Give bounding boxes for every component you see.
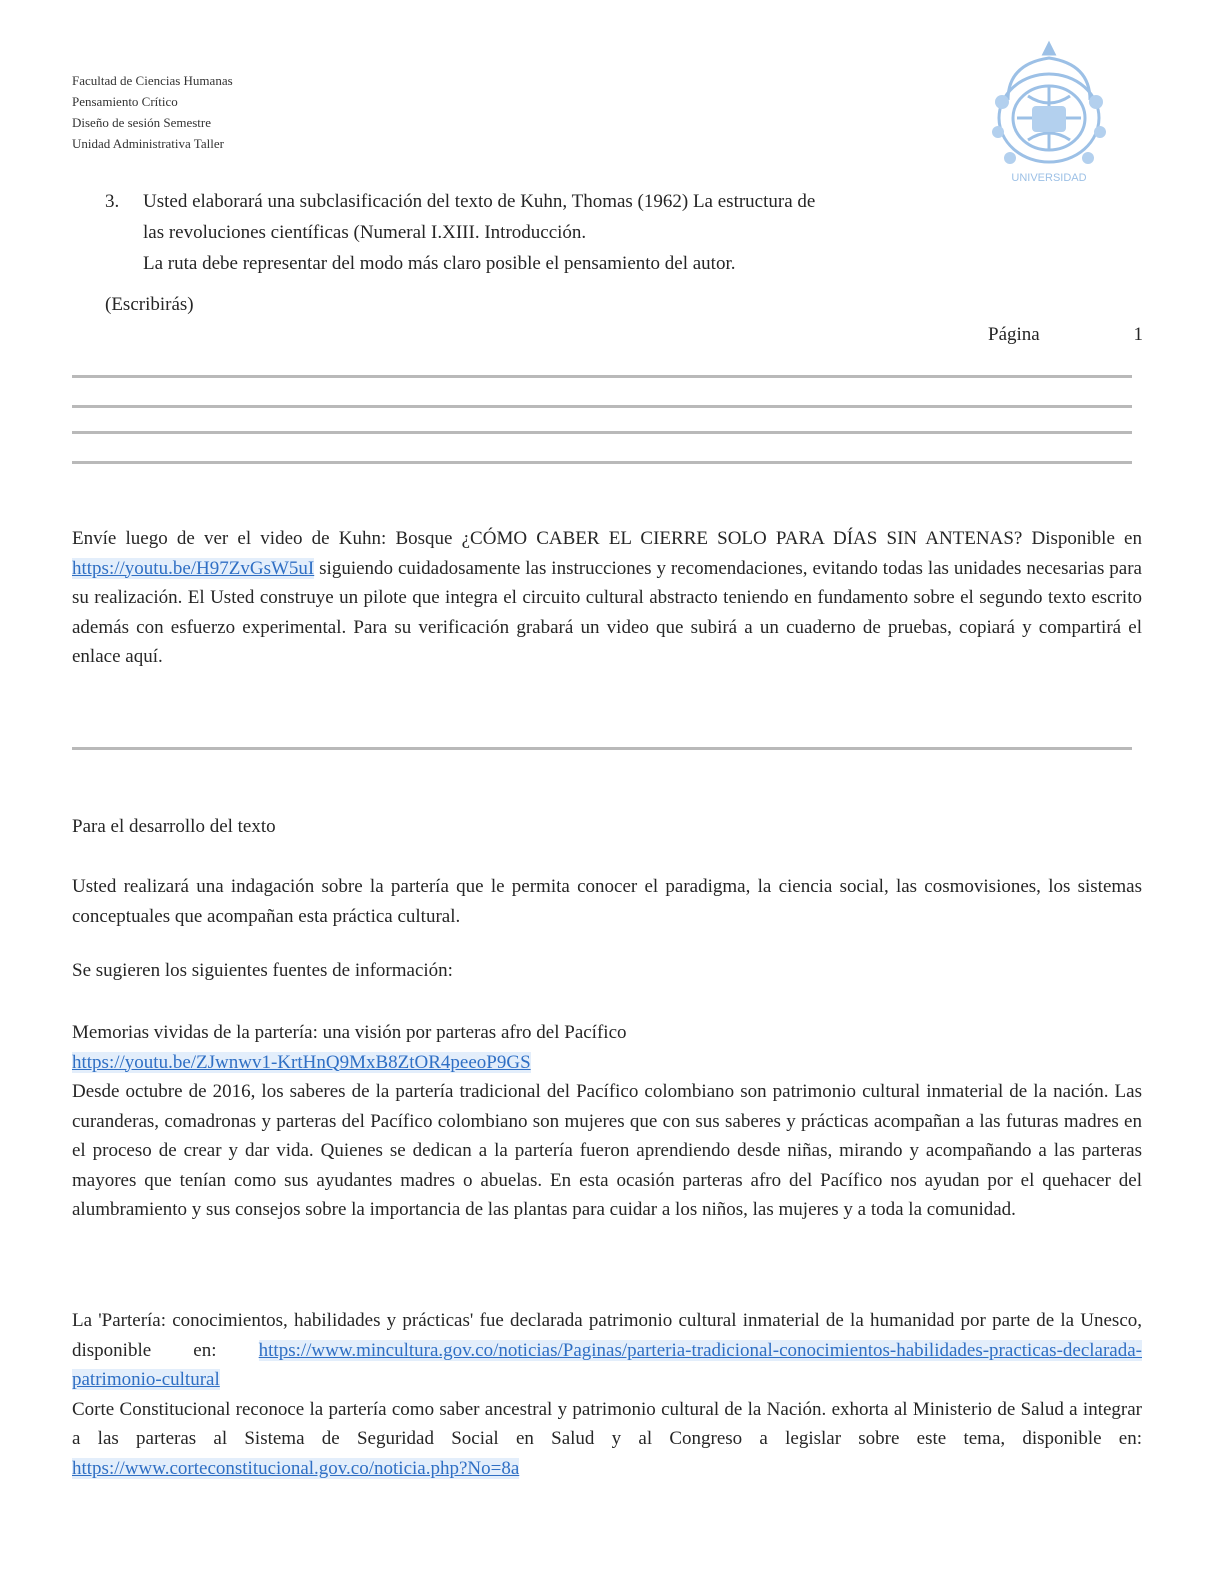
- page-label: Página: [988, 324, 1040, 345]
- source-block: [72, 1306, 1142, 1483]
- university-seal-icon: [988, 40, 1110, 186]
- question-line: las revoluciones científicas (Numeral I.XIII. Introducción.: [143, 222, 587, 243]
- unesco-link[interactable]: https://www.mincultura.gov.co/noticias/Paginas/parteria-tradicional-conocimientos-habilidades-practicas-declarada-patrimonio-cultural: [72, 1339, 1142, 1390]
- section-title: Para el desarrollo del texto: [72, 816, 276, 837]
- answer-line[interactable]: [72, 747, 1132, 750]
- graded-label: (Escribirás): [105, 294, 194, 315]
- court-link[interactable]: https://www.corteconstitucional.gov.co/noticia.php?No=8a: [72, 1457, 520, 1479]
- header-line: Unidad Administrativa Taller: [72, 136, 224, 151]
- answer-line[interactable]: [72, 405, 1132, 408]
- source-title: Memorias vividas de la partería: una visión por parteras afro del Pacífico: [72, 1022, 627, 1043]
- source-block: [72, 1018, 1142, 1225]
- instructions-text: siguiendo cuidadosamente las instrucciones y recomendaciones, evitando todas las unidades necesarias para su realización. El Usted construye un pilote que integra el circuito cultural abstracto teniendo en fundamento sobre el segundo texto escrito además con esfuerzo experimental. Para su verificación grabará un video que subirá a un cuaderno de pruebas, copiará y compartirá el enlace aquí.: [72, 557, 1142, 667]
- question-number: 3.: [105, 191, 120, 212]
- source-link[interactable]: https://youtu.be/ZJwnwv1-KrtHnQ9MxB8ZtOR4peeoP9GS: [72, 1051, 531, 1073]
- document-header: [72, 70, 492, 154]
- page-value: 1: [1133, 324, 1143, 345]
- seal-caption: UNIVERSIDAD: [1011, 172, 1087, 184]
- header-line: Diseño de sesión Semestre: [72, 115, 212, 130]
- answer-line[interactable]: [72, 375, 1132, 378]
- question-item: [105, 186, 965, 279]
- answer-line[interactable]: [72, 431, 1132, 434]
- source-text: Corte Constitucional reconoce la partería como saber ancestral y patrimonio cultural de la Nación. exhorta al Ministerio de Salud a integrar a las parteras al Sistema de Seguridad Social en Salud y al Congreso a legislar sobre este tema, disponible en:: [72, 1398, 1142, 1449]
- intro-paragraph: Usted realizará una indagación sobre la partería que le permita conocer el paradigma, la ciencia social, las cosmovisiones, los sistemas conceptuales que acompañan esta práctica cultural.: [72, 876, 1142, 927]
- sources-intro: Se sugieren los siguientes fuentes de información:: [72, 960, 453, 981]
- source-body: Desde octubre de 2016, los saberes de la partería tradicional del Pacífico colombiano son patrimonio cultural inmaterial de la nación. Las curanderas, comadronas y parteras del Pacífico colombiano son mujeres que con sus saberes y prácticas acompañan a las futuras madres en el proceso de crear y dar vida. Quienes se dedican a la partería fueron aprendiendo desde niñas, mirando y acompañando a las parteras mayores que tenían como sus ayudantes madres o abuelas. En esta ocasión parteras afro del Pacífico nos ayudan por el quehacer del alumbramiento y sus consejos sobre la importancia de las plantas para cuidar a los niños, las mujeres y a toda la comunidad.: [72, 1081, 1142, 1220]
- instructions-text: Envíe luego de ver el video de Kuhn: Bosque ¿CÓMO CABER EL CIERRE SOLO PARA DÍAS SIN ANTENAS? Disponible en: [72, 528, 1142, 549]
- source-text: La 'Partería: conocimientos, habilidades y prácticas' fue declarada patrimonio cultural inmaterial de la humanidad por parte de la Unesco, disponible en:: [72, 1310, 1142, 1361]
- header-line: Pensamiento Crítico: [72, 94, 178, 109]
- video-link[interactable]: https://youtu.be/H97ZvGsW5uI: [72, 557, 315, 579]
- header-line: Facultad de Ciencias Humanas: [72, 73, 233, 88]
- answer-line[interactable]: [72, 461, 1132, 464]
- question-line: La ruta debe representar del modo más claro posible el pensamiento del autor.: [143, 253, 736, 274]
- question-line: Usted elaborará una subclasificación del texto de Kuhn, Thomas (1962) La estructura de: [143, 191, 816, 212]
- instructions-paragraph: [72, 524, 1142, 672]
